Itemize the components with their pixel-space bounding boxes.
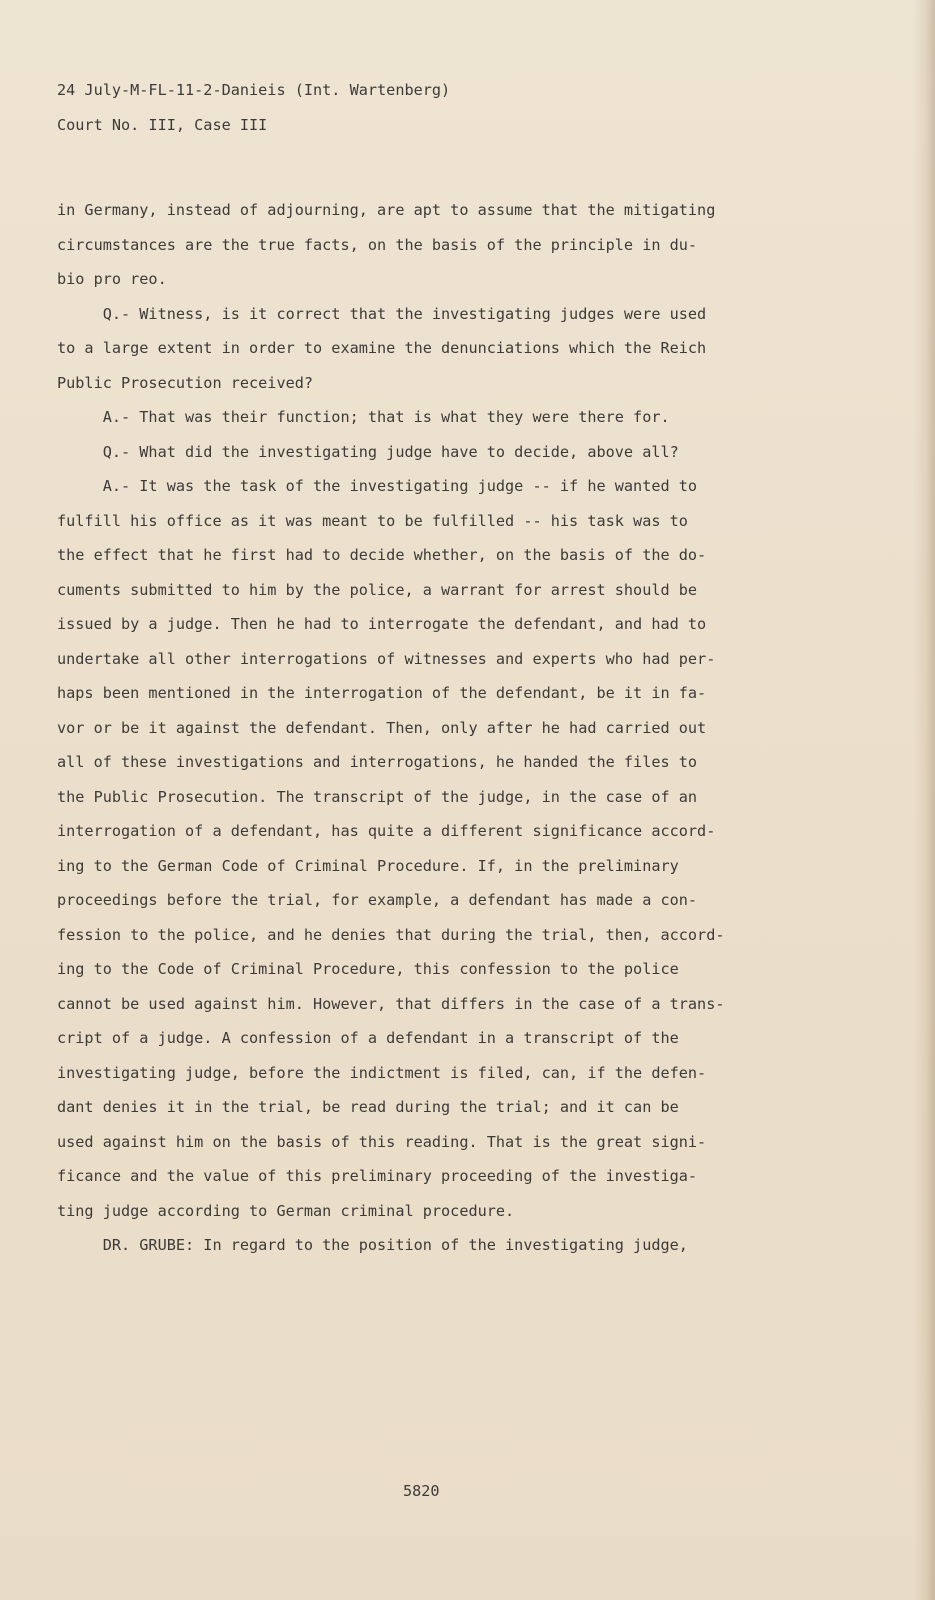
text-line: in Germany, instead of adjourning, are apt to assume that the mitigating xyxy=(57,201,716,219)
text-line: the Public Prosecution. The transcript of the judge, in the case of an xyxy=(57,787,698,806)
text-line: fulfill his office as it was meant to be fulfilled -- his task was to xyxy=(57,511,688,530)
text-line: proceedings before the trial, for example, a defendant has made a con- xyxy=(57,891,698,909)
text-line: cript of a judge. A confession of a defendant in a transcript of the xyxy=(57,1029,679,1047)
text-line: DR. GRUBE: In regard to the position of the investigating judge, xyxy=(57,1236,688,1254)
text-line: circumstances are the true facts, on the basis of the principle in du- xyxy=(57,235,698,254)
text-line: undertake all other interrogations of witnesses and experts who had per- xyxy=(57,649,716,668)
text-line: haps been mentioned in the interrogation of the defendant, be it in fa- xyxy=(57,684,707,702)
text-line: dant denies it in the trial, be read during the trial; and it can be xyxy=(57,1098,679,1116)
header-court-line: Court No. III, Case III xyxy=(57,116,268,134)
page-edge-shadow xyxy=(913,0,935,1600)
text-line: investigating judge, before the indictment is filed, can, if the defen- xyxy=(57,1063,707,1082)
header-session-line: 24 July-M-FL-11-2-Danieis (Int. Wartenberg) xyxy=(57,81,451,99)
text-line: vor or be it against the defendant. Then, only after he had carried out xyxy=(57,718,707,737)
text-line: Public Prosecution received? xyxy=(57,373,314,392)
text-line: cannot be used against him. However, that differs in the case of a trans- xyxy=(57,994,725,1013)
text-line: issued by a judge. Then he had to interrogate the defendant, and had to xyxy=(57,615,707,633)
text-line: A.- That was their function; that is what they were there for. xyxy=(57,408,670,426)
text-line: all of these investigations and interrogations, he handed the files to xyxy=(57,753,698,771)
text-line: A.- It was the task of the investigating judge -- if he wanted to xyxy=(57,477,698,495)
text-line: fession to the police, and he denies that during the trial, then, accord- xyxy=(57,925,725,944)
text-line: to a large extent in order to examine the denunciations which the Reich xyxy=(57,339,707,357)
text-line: ing to the German Code of Criminal Procedure. If, in the preliminary xyxy=(57,856,679,875)
text-line: cuments submitted to him by the police, a warrant for arrest should be xyxy=(57,580,698,599)
transcript-body xyxy=(57,193,817,1263)
text-line: bio pro reo. xyxy=(57,270,167,288)
text-line: used against him on the basis of this reading. That is the great signi- xyxy=(57,1132,707,1151)
text-line: the effect that he first had to decide whether, on the basis of the do- xyxy=(57,546,707,564)
text-line: ing to the Code of Criminal Procedure, this confession to the police xyxy=(57,960,679,978)
page-number: 5820 xyxy=(403,1482,440,1500)
text-line: Q.- Witness, is it correct that the investigating judges were used xyxy=(57,304,707,323)
text-line: ting judge according to German criminal procedure. xyxy=(57,1201,515,1220)
text-line: interrogation of a defendant, has quite a different significance accord- xyxy=(57,822,716,840)
text-line: Q.- What did the investigating judge have to decide, above all? xyxy=(57,442,679,461)
document-header xyxy=(57,73,450,143)
text-line: ficance and the value of this preliminary proceeding of the investiga- xyxy=(57,1167,698,1185)
